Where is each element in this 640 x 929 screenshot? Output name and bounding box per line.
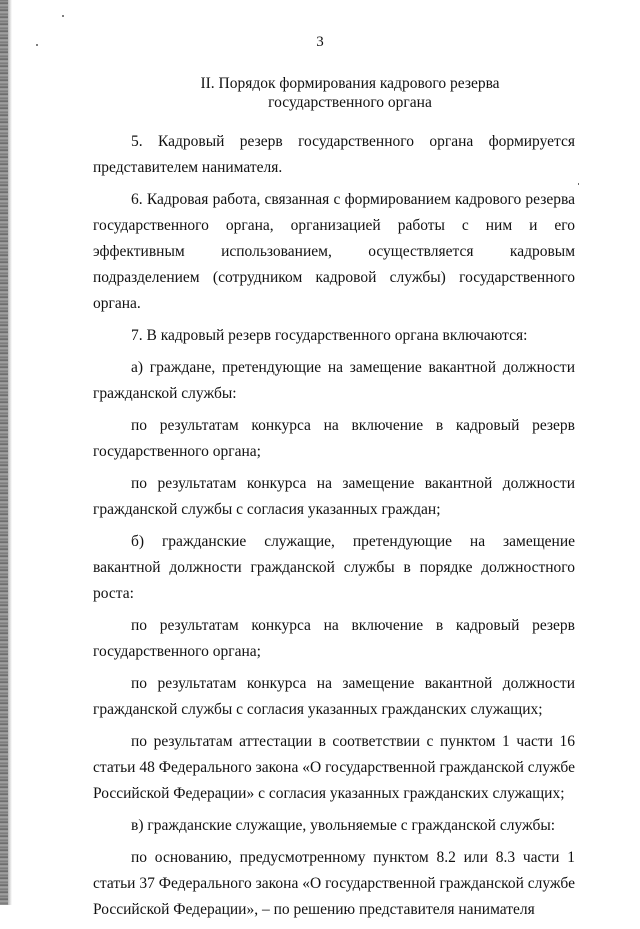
scan-speck: [578, 183, 579, 185]
paragraph-6: 6. Кадровая работа, связанная с формированием кадрового резерва государственного органа, организацией работы с ним и его эффективным использованием, осуществляется кадровым подразделением (сотрудником кадровой службы) государственного органа.: [93, 191, 575, 312]
section-heading: [60, 74, 640, 112]
paragraph-7: 7. В кадровый резерв государственного органа включаются:: [131, 327, 528, 344]
section-heading-line-1: II. Порядок формирования кадрового резерва: [200, 75, 500, 92]
paragraph-7b-item-1: по результатам конкурса на включение в кадровый резерв государственного органа;: [93, 617, 575, 660]
paragraph-7a-item-2: по результатам конкурса на замещение вакантной должности гражданской службы с согласия указанных граждан;: [93, 475, 575, 518]
paragraph-7v: в) гражданские служащие, увольняемые с гражданской службы:: [131, 817, 556, 834]
section-heading-line-2: государственного органа: [268, 94, 432, 111]
paragraph-7b: б) гражданские служащие, претендующие на замещение вакантной должности гражданской службы в порядке должностного роста:: [93, 533, 575, 602]
scan-edge-shadow: [0, 0, 8, 905]
scan-speck: [62, 15, 64, 17]
page-number: 3: [316, 34, 324, 50]
paragraph-7b-item-2: по результатам конкурса на замещение вакантной должности гражданской службы с согласия указанных гражданских служащих;: [93, 675, 575, 718]
paragraph-5: 5. Кадровый резерв государственного органа формируется представителем нанимателя.: [93, 133, 575, 176]
scan-edge-gradient: [8, 0, 12, 905]
paragraph-7a: а) граждане, претендующие на замещение вакантной должности гражданской службы:: [93, 359, 575, 402]
document-body: [93, 129, 575, 929]
paragraph-7b-item-3: по результатам аттестации в соответствии с пунктом 1 части 16 статьи 48 Федерального закона «О государственной гражданской службе Российской Федерации» с согласия указанных гражданских служащих;: [93, 733, 575, 802]
paragraph-7v-item-1: по основанию, предусмотренному пунктом 8.2 или 8.3 части 1 статьи 37 Федерального закона «О государственной гражданской службе Российской Федерации», – по решению представителя нанимателя: [93, 849, 575, 918]
paragraph-7a-item-1: по результатам конкурса на включение в кадровый резерв государственного органа;: [93, 417, 575, 460]
